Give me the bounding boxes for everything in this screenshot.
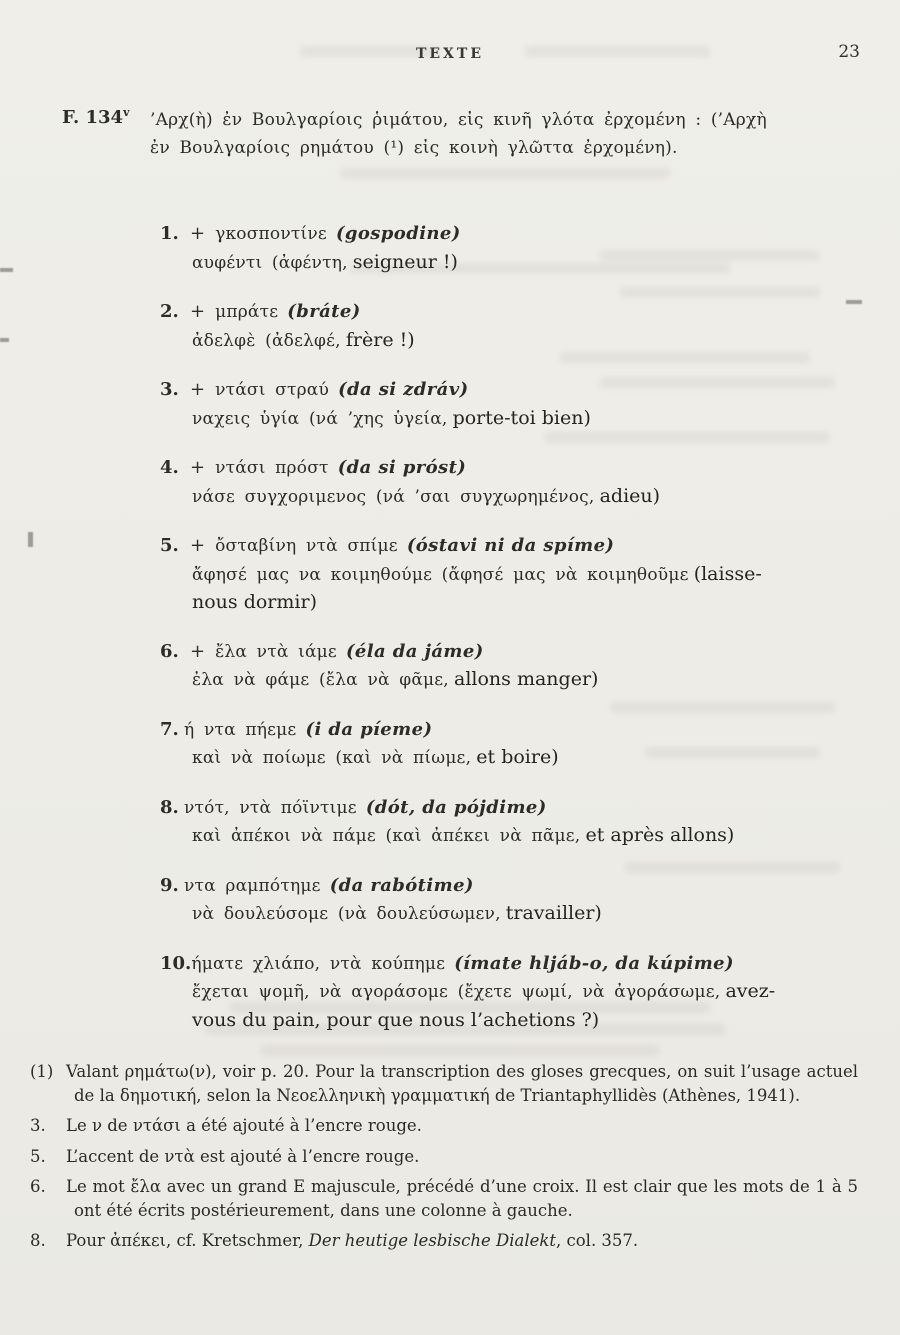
gloss-greek-text: ἄφησέ μας να κοιμηθούμε (ἄφησέ μας νὰ κοιμηθοῦμε [192, 564, 689, 585]
entry-gloss-line [160, 249, 870, 278]
cross-mark: + [190, 301, 206, 322]
entry-headword-line [160, 794, 870, 823]
entry-transliteration: (gospodine) [335, 223, 461, 244]
gloss-greek-text: καὶ νὰ ποίωμε (καὶ νὰ πίωμε, [192, 748, 472, 768]
entry-gloss-line [160, 978, 870, 1007]
footnote-text [66, 1147, 419, 1166]
lexicon-entry [160, 376, 870, 433]
entry-headword-line [160, 872, 870, 901]
gloss-french-text: frère !) [345, 328, 415, 351]
footnote-marker: 3. [30, 1116, 46, 1135]
entry-headword-line [160, 638, 870, 667]
entry-headword-line [160, 220, 870, 249]
footnote-text [66, 1062, 858, 1105]
footnote [30, 1114, 858, 1138]
footnote-segment: Le mot ἔλα avec un grand E majuscule, précédé d’une croix. Il est clair que les mots de 1 à 5 ont été écrits postérieurement, dans une colonne à gauche. [66, 1177, 858, 1220]
cross-mark: + [190, 457, 206, 478]
entry-greek-text: ἔλα ντὰ ιάμε [215, 641, 337, 662]
gloss-french-text: porte-toi bien) [452, 406, 591, 429]
cross-mark: + [190, 535, 206, 556]
entry-transliteration: (da rabótime) [329, 874, 474, 896]
entry-transliteration: (bráte) [287, 301, 361, 322]
entry-gloss-line [160, 589, 870, 617]
folio-superscript: v [123, 106, 130, 119]
lexicon-entry [160, 532, 870, 617]
gloss-french-text: (laisse- [693, 562, 762, 585]
cross-mark: + [190, 223, 206, 244]
bleed-through-smudge [340, 168, 670, 179]
footnote-segment: Le ν de ντάσι a été ajouté à l’encre rouge. [66, 1116, 422, 1135]
entry-greek-text: ντάσι στραύ [215, 380, 330, 400]
footnote-segment: , col. 357. [556, 1231, 639, 1250]
entry-greek-text: ντότ, ντὰ πόϊντιμε [184, 797, 357, 818]
entry-gloss-line [160, 822, 870, 851]
entry-headword-line [160, 532, 870, 561]
gloss-french-text: adieu) [599, 484, 661, 507]
edge-mark [28, 532, 33, 547]
entry-headword-line [160, 376, 870, 405]
entry-gloss-line [160, 1007, 870, 1035]
footnote-marker: (1) [30, 1062, 54, 1081]
footnote-marker: 6. [30, 1177, 46, 1196]
gloss-greek-text: ἀδελφὲ (ἀδελφέ, [192, 330, 341, 351]
entry-headword-line [160, 716, 870, 745]
folio-heading [62, 106, 870, 162]
entry-transliteration: (da si próst) [337, 457, 467, 478]
gloss-greek-text: νὰ δουλεύσομε (νὰ δουλεύσωμεν, [192, 904, 501, 924]
entry-list [160, 220, 870, 1055]
entry-headword-line [160, 298, 870, 327]
lexicon-entry [160, 716, 870, 773]
footnote-text [66, 1177, 858, 1220]
entry-headword-line [160, 454, 870, 483]
page-number: 23 [838, 42, 860, 62]
entry-number: 5. [160, 535, 179, 556]
entry-gloss-line [160, 483, 870, 512]
entry-number: 1. [160, 223, 179, 244]
gloss-french-text: avez- [725, 980, 776, 1002]
gloss-french-text: vous du pain, pour que nous l’achetions ?) [192, 1008, 600, 1031]
entry-gloss-line [160, 327, 870, 356]
entry-number: 7. [160, 718, 179, 740]
entry-greek-text: ή ντα πήεμε [184, 719, 297, 740]
gloss-greek-text: ἔχεται ψομῆ, νὰ αγοράσομε (ἔχετε ψωμί, νὰ ἀγοράσωμε, [192, 982, 721, 1002]
gloss-greek-text: ναχεις ὑγία (νά ’χης ὑγεία, [192, 408, 448, 429]
heading-line-2: ἐν Βουλγαρίοις ρημάτου (¹) εἰς κοινὴ γλῶττα ἐρχομένη). [150, 138, 678, 158]
footnote [30, 1229, 858, 1253]
entry-gloss-line [160, 900, 870, 929]
entry-gloss-line [160, 405, 870, 434]
heading-greek-text [150, 106, 767, 162]
lexicon-entry [160, 872, 870, 929]
gloss-greek-text: ἐλα νὰ φάμε (ἔλα νὰ φᾶμε, [192, 670, 449, 690]
entry-greek-text: ντα ραμπότημε [184, 875, 321, 896]
entry-number: 4. [160, 457, 179, 478]
entry-gloss-line [160, 666, 870, 695]
gloss-greek-text: καὶ ἀπέκοι νὰ πάμε (καὶ ἀπέκει νὰ πᾶμε, [192, 826, 581, 846]
entry-transliteration: (óstavi ni da spíme) [406, 535, 615, 556]
footnote-segment: Valant ρημάτω(ν), voir p. 20. Pour la transcription des gloses grecques, on suit l’usage actuel de la δημοτική, selon la Νεοελληνικὴ γραμματική de Triantaphyllidès (Athènes, 1941). [66, 1062, 858, 1105]
footnote [30, 1175, 858, 1222]
footnote-marker: 5. [30, 1146, 46, 1166]
gloss-greek-text: νάσε συγχοριμενος (νά ’σαι συγχωρημένος, [192, 486, 595, 507]
entry-greek-text: ὄσταβίνη ντὰ σπίμε [215, 536, 398, 556]
lexicon-entry [160, 638, 870, 695]
footnote [30, 1145, 858, 1169]
gloss-french-text: et après allons) [585, 824, 735, 846]
footnote-text [66, 1231, 638, 1250]
entry-transliteration: (i da píeme) [305, 718, 433, 740]
gloss-french-text: nous dormir) [192, 591, 317, 613]
entry-number: 2. [160, 301, 179, 322]
cross-mark: + [190, 379, 206, 400]
entry-number: 9. [160, 874, 179, 896]
entry-gloss-line [160, 561, 870, 590]
gloss-french-text: seigneur !) [352, 250, 458, 273]
entry-number: 3. [160, 379, 179, 400]
gloss-greek-text: αυφέντι (ἀφέντη, [192, 252, 348, 273]
lexicon-entry [160, 794, 870, 851]
entry-number: 6. [160, 640, 179, 662]
entry-transliteration: (da si zdráv) [338, 379, 469, 400]
footnote [30, 1060, 858, 1107]
entry-gloss-line [160, 744, 870, 773]
footnote-segment: L’accent de ντὰ est ajouté à l’encre rouge. [66, 1146, 420, 1166]
entry-transliteration: (dót, da pójdime) [365, 796, 547, 818]
entry-transliteration: (éla da jáme) [346, 640, 484, 662]
running-title: TEXTE [415, 46, 485, 62]
lexicon-entry [160, 950, 870, 1035]
entry-number: 10. [160, 952, 192, 974]
edge-mark [0, 268, 13, 272]
entry-headword-line [160, 950, 870, 979]
gloss-french-text: allons manger) [454, 668, 599, 690]
footnote-text [66, 1116, 422, 1135]
footnote-cited-title: Der heutige lesbische Dialekt [308, 1231, 556, 1250]
edge-mark [0, 338, 9, 342]
entry-transliteration: (ímate hljáb-o, da kúpime) [454, 952, 734, 974]
folio-label: F. 134$^v$ [62, 106, 130, 128]
entry-greek-text: ήματε χλιάπο, ντὰ κούπημε [191, 953, 446, 974]
lexicon-entry [160, 298, 870, 355]
cross-mark: + [190, 640, 206, 662]
heading-line-1: ’Αρχ(ὴ) ἐν Βουλγαρίοις ῥιμάτου, εἰς κινῆ γλότα ἐρχομένη : (’Αρχὴ [150, 110, 767, 130]
lexicon-entry [160, 220, 870, 277]
footnote-segment: Pour ἀπέκει, cf. Kretschmer, [66, 1231, 309, 1250]
footnote-marker: 8. [30, 1231, 46, 1250]
gloss-french-text: travailler) [505, 902, 602, 924]
gloss-french-text: et boire) [476, 746, 559, 768]
entry-number: 8. [160, 796, 179, 818]
entry-greek-text: γκοσποντίνε [215, 224, 327, 244]
entry-greek-text: μπράτε [215, 302, 279, 322]
entry-greek-text: ντάσι πρόστ [215, 458, 329, 478]
lexicon-entry [160, 454, 870, 511]
footnotes [30, 1060, 858, 1260]
